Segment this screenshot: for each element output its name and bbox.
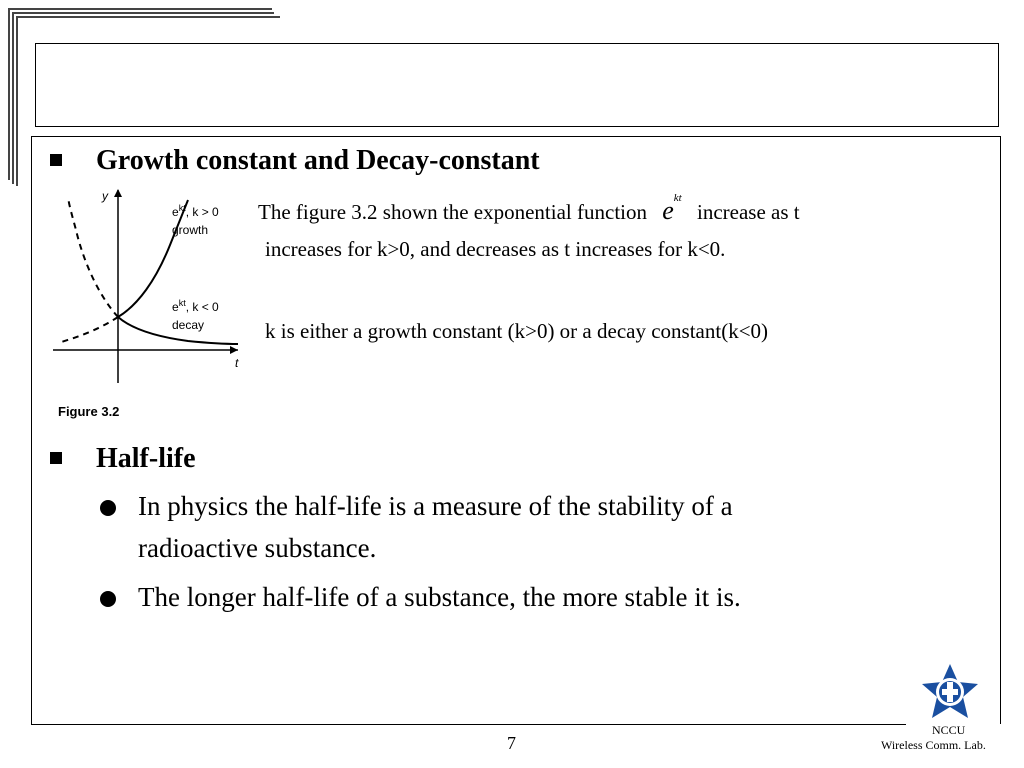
logo-lab-text: Wireless Comm. Lab. xyxy=(881,738,986,752)
axis-t-label: t xyxy=(235,356,239,370)
growth-word-label: growth xyxy=(172,223,209,237)
y-axis-arrow-icon xyxy=(114,189,122,197)
bullet-text-2: The longer half-life of a substance, the more stable it is. xyxy=(138,582,741,612)
title-box xyxy=(35,43,999,127)
description-line-3: k is either a growth constant (k>0) or a decay constant(k<0) xyxy=(265,319,769,343)
t-axis-arrow-icon xyxy=(230,346,238,354)
section-heading-growth: Growth constant and Decay-constant xyxy=(96,145,540,176)
square-bullet-icon xyxy=(50,154,62,166)
decay-word-label: decay xyxy=(172,318,205,332)
round-bullet-icon xyxy=(100,500,116,516)
growth-curve-dashed xyxy=(58,317,118,343)
round-bullet-icon xyxy=(100,591,116,607)
decay-curve-dashed xyxy=(68,197,118,317)
description-line-1: The figure 3.2 shown the exponential function $e^{kt}$ increase as t xyxy=(258,192,800,225)
description-line-2: increases for k>0, and decreases as t increases for k<0. xyxy=(265,237,726,261)
decor-line-left-2 xyxy=(12,12,14,184)
decor-line-top-2 xyxy=(12,12,274,14)
decor-line-left-3 xyxy=(16,16,18,186)
bullet-text-1-line-2: radioactive substance. xyxy=(138,533,377,563)
formula-e-kt: $e^{kt}$ xyxy=(662,192,682,225)
growth-formula-label: $e^{kt}$, k > 0 xyxy=(172,203,219,219)
decor-line-top-1 xyxy=(10,8,272,10)
figure-3-2 xyxy=(38,185,253,425)
decor-line-left-1 xyxy=(8,8,10,180)
figure-caption: Figure 3.2 xyxy=(58,404,120,419)
square-bullet-icon xyxy=(50,452,62,464)
page-number: 7 xyxy=(507,733,516,753)
nccu-logo-icon xyxy=(918,662,982,722)
decor-line-top-3 xyxy=(16,16,280,18)
bottom-rule xyxy=(31,724,906,725)
bullet-text-1-line-1: In physics the half-life is a measure of the stability of a xyxy=(138,491,733,521)
decay-formula-label: $e^{kt}$, k < 0 xyxy=(172,298,219,314)
section-heading-half-life: Half-life xyxy=(96,443,196,474)
logo-org-text: NCCU xyxy=(932,723,966,737)
axis-y-label: y xyxy=(102,189,108,203)
